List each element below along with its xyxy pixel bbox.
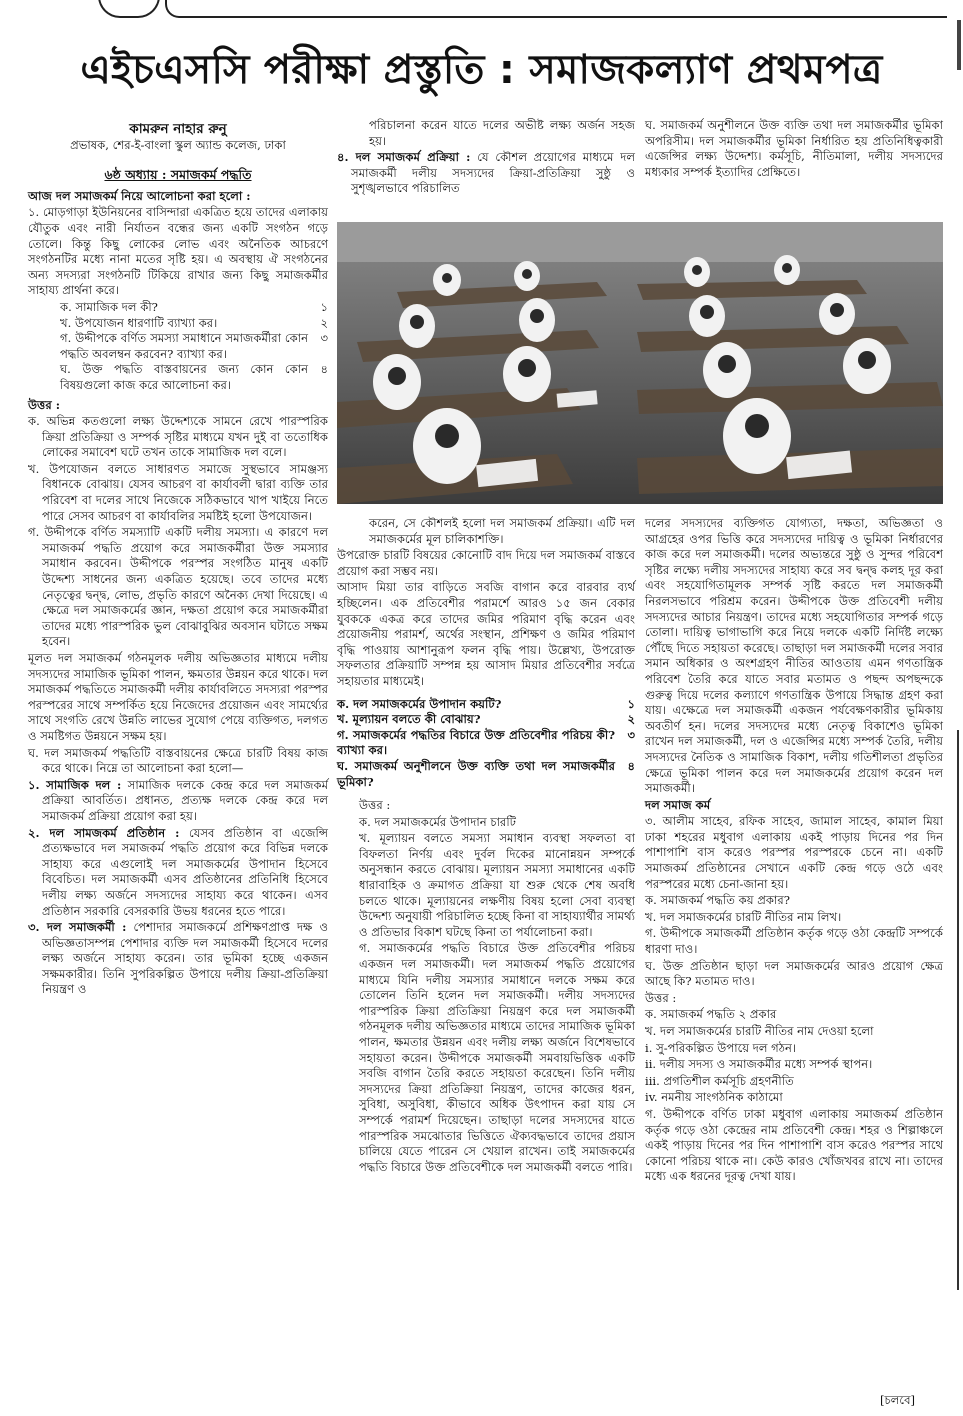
answer-1-ga: গ. উদ্দীপকে বর্ণিত সমস্যাটি একটি দলীয় সমস্যা। এ কারণে দল সমাজকর্ম পদ্ধতি প্রয়োগ করে সমাজকর্মীরা উক্ত সমস্যার সমাধান করবেন। উদ্দীপকে পরস্পর সংগঠিত মানুষ একটি উদ্দেশ্য সাধনের জন্য একত্রিত হয়েছে। তবে তাদের মধ্যে নেতৃত্বের দ্বন্দ্ব, লোভ, প্রভৃতি কারণে অনৈক্য দেখা দিয়েছে। এ ক্ষেত্রে দল সমাজকর্মের জ্ঞান, দক্ষতা প্রয়োগ করে সমাজকর্মীরা তাদের মধ্যে পারস্পরিক ভুল বোঝাবুঝির অবসান ঘটাতে সক্ষম হবেন। [28, 525, 328, 649]
answer-2-ka: ক. দল সমাজকর্মের উপাদান চারটি [359, 814, 516, 829]
author-name: কামরুন নাহার রুনু [129, 121, 227, 137]
question-3-stem: ৩. আলীম সাহেব, রফিক সাহেব, জামাল সাহেব, কামাল মিয়া ঢাকা শহরের মধুবাগ এলাকায় একই পাড়ায় দিনের পর দিন পাশাপাশি বাস করেও পরস্পর পরস্পরকে চেনে না। একটি সমাজকর্ম প্রতিষ্ঠানের সেখানে একটি কেন্দ্র গড়ে ওঠে এবং পরস্পরের মধ্যে চেনা-জানা হয়। [645, 814, 943, 891]
intro-line: আজ দল সমাজকর্ম নিয়ে আলোচনা করা হলো : [28, 188, 251, 203]
question-2-part: ঘ. সমাজকর্ম অনুশীলনে উক্ত ব্যক্তি তথা দল সমাজকর্মীর ভূমিকা? ৪ [337, 758, 635, 789]
edge-rule [957, 730, 959, 1290]
chapter-title: ৬ষ্ঠ অধ্যায় : সমাজকর্ম পদ্ধতি [104, 167, 252, 183]
element-3-cont: পরিচালনা করেন যাতে দলের অভীষ্ট লক্ষ্য অর্জন সহজ হয়। [369, 118, 635, 148]
answer-1-kha: খ. উপযোজন বলতে সাধারণত সমাজে সুস্থভাবে সামঞ্জস্য বিধানকে বোঝায়। যেসব আচরণ বা কার্যাবলী দ্বারা ব্যক্তি তার পরিবেশ বা দলের সাথে নিজেকে সঠিকভাবে খাপ খাইয়ে নিতে পারে সেসব আচরণ বা কার্যাবলির সমষ্টিই হলো উপযোজন। [28, 461, 328, 523]
answer-2-gha-cont: দলের সদস্যদের ব্যক্তিগত যোগ্যতা, দক্ষতা, অভিজ্ঞতা ও আগ্রহের ওপর ভিত্তি করে সদস্যদের দায়িত্ব ও ভূমিকা নির্ধারণের কাজ করে দল সমাজকর্মী। দলের অভ্যন্তরে সুষ্ঠু ও সুন্দর পরিবেশ সৃষ্টির লক্ষ্যে দলীয় সদস্যদের সাহায্য করে সব দ্বন্দ্ব কলহ দূর করা এবং সহযোগিতামূলক সম্পর্ক সৃষ্টি করতে দল সমাজকর্মী নিরলসভাবে পরিশ্রম করেন। উদ্দীপকে উক্ত প্রতিবেশী দলীয় সদস্যদের আচার নিয়ন্ত্রণ। তাদের মধ্যে সহযোগিতার সম্পর্ক গড়ে তোলা। দায়িত্ব ভাগাভাগি করে নিয়ে দলকে একটি নির্দিষ্ট লক্ষ্যে পৌঁছে দিতে সহায়তা করেছে। তাছাড়া দল সমাজকর্মী দলের সবার সমান অধিকার ও অংশগ্রহণ নীতির আওতায় এমন গণতান্ত্রিক পরিবেশ তৈরি করে যাতে সবার মতামত ও পছন্দ অপছন্দকে গুরুত্ব দিয়ে দলের কল্যাণে গণতান্ত্রিক উপায়ে সিদ্ধান্ত গ্রহণ করা যায়। এক্ষেত্রে দল সমাজকর্মী একজন পর্যবেক্ষণকারীর ভূমিকায় অবতীর্ণ হন। দলের সদস্যদের মধ্যে নেতৃত্ব বিকাশেও ভূমিকা রাখেন দল সমাজকর্মী, দল ও এজেন্সির মধ্যে সম্পর্ক তৈরি, দলীয় সদস্যদের নৈতিক ও সামাজিক বিকাশ, দলীয় গতিশীলতা প্রভৃতির ক্ষেত্রে ভূমিকা পালন করে দল সমাজকর্মের প্রয়োগ করেন দল সমাজকর্মী। [645, 516, 943, 796]
question-2-stem: আসাদ মিয়া তার বাড়িতে সবজি বাগান করে বারবার ব্যর্থ হচ্ছিলেন। এক প্রতিবেশীর পরামর্শে আরও ১৫ জন বেকার যুবককে একত্র করে তাদের জমির পরিমাণ বৃদ্ধি করেন এবং প্রয়োজনীয় পরামর্শ, অর্থের সংস্থান, প্রশিক্ষণ ও জমির পরিমাণ বৃদ্ধি পাওয়ায় আশানুরূপ ফলন বৃদ্ধি পায়। উল্লেখ্য, উপরোক্ত সফলতার প্রক্রিয়াটি সম্পন্ন হয় আসাদ মিয়ার প্রতিবেশীর সর্বত্রে সহায়তার মাধ্যমেই। [337, 580, 635, 688]
answer-3-ga: গ. উদ্দীপকে বর্ণিত ঢাকা মধুবাগ এলাকায় সমাজকর্ম প্রতিষ্ঠান কর্তৃক গড়ে ওঠা কেন্দ্রের নাম প্রতিবেশী কেন্দ্র। শহর ও শিল্পাঞ্চলে একই পাড়ায় দিনের পর দিন পাশাপাশি বাস করেও পরস্পর সাথে কোনো পরিচয় থাকে না। কেউ কারও খোঁজখবর রাখে না। তাদের মধ্যে এক ধরনের দূরত্ব দেখা যায়। [645, 1106, 943, 1184]
headline: এইচএসসি পরীক্ষা প্রস্তুতি : সমাজকল্যাণ প্রথমপত্র [80, 47, 883, 93]
question-3-part: গ. উদ্দীপকে সমাজকর্মী প্রতিষ্ঠান কর্তৃক গড়ে ওঠা কেন্দ্রটি সম্পর্কে ধারণা দাও। [645, 926, 943, 957]
principle-item: iii. প্রগতিশীল কর্মসূচি গ্রহণনীতি [645, 1073, 794, 1088]
column-3-top [645, 118, 943, 181]
question-1-part: খ. উপযোজন ধারণাটি ব্যাখ্যা কর। ২ [60, 315, 328, 330]
element-3: ৩. দল সমাজকর্মী : পেশাদার সমাজকর্মে প্রশিক্ষণপ্রাপ্ত দক্ষ ও অভিজ্ঞতাসম্পন্ন পেশাদার ব্যক্তি দল সমাজকর্মী হিসেবে দলের লক্ষ্য অর্জনে সাহায্য করেন। তার ভূমিকা হচ্ছে একজন সক্ষমকারীর। তিনি সুপরিকল্পিত উপায়ে দলীয় ক্রিয়া-প্রতিক্রিয়া নিয়ন্ত্রণ ও [28, 920, 329, 997]
exam-hall-illustration [337, 222, 943, 504]
answer-3-kha: খ. দল সমাজকর্মের চারটি নীতির নাম দেওয়া হলো [645, 1024, 874, 1038]
summary-line: উপরোক্ত চারটি বিষয়ের কোনোটি বাদ দিয়ে দল সমাজকর্ম বাস্তবে প্রয়োগ করা সম্ভব নয়। [337, 548, 635, 578]
question-2-part: গ. সমাজকর্মের পদ্ধতির বিচারে উক্ত প্রতিবেশীর পরিচয় কী? ব্যাখ্যা কর। ৩ [337, 727, 635, 758]
answer-label-2: উত্তর : [359, 798, 391, 813]
question-2-part: ক. দল সমাজকর্মের উপাদান কয়টি? ১ [337, 696, 635, 711]
question-1-part: গ. উদ্দীপকে বর্ণিত সমস্যা সমাধানে সমাজকর্মীরা কোন পদ্ধতি অবলম্বন করবেন? ব্যাখ্যা কর। ৩ [60, 331, 328, 361]
answer-label-3: উত্তর : [645, 990, 677, 1005]
principle-item: ii. দলীয় সদস্য ও সমাজকর্মীর মধ্যে সম্পর্ক স্থাপন। [645, 1057, 873, 1072]
principle-item: i. সু-পরিকল্পিত উপায়ে দল গঠন। [645, 1040, 797, 1055]
question-2-part: খ. মূল্যায়ন বলতে কী বোঝায়? ২ [337, 712, 635, 727]
element-4-cont: করেন, সে কৌশলই হলো দল সমাজকর্ম প্রক্রিয়া। এটি দল সমাজকর্মের মূল চালিকাশক্তি। [369, 516, 635, 546]
element-4: ৪. দল সমাজকর্ম প্রক্রিয়া : যে কৌশল প্রয়োগের মাধ্যমে দল সমাজকর্মী দলীয় সদস্যদের ক্রিয়া-প্রতিক্রিয়া সুষ্ঠু ও সুশৃঙ্খলভাবে পরিচালিত [337, 150, 635, 196]
column-1 [28, 120, 328, 999]
page-header-ornament [0, 0, 963, 22]
answer-label: উত্তর : [28, 397, 61, 412]
column-2-bottom [337, 516, 635, 1176]
answer-3-ka: ক. সমাজকর্ম পদ্ধতি ২ প্রকার [645, 1007, 777, 1022]
answer-1-ga-cont: মূলত দল সমাজকর্ম গঠনমূলক দলীয় অভিজ্ঞতার মাধ্যমে দলীয় সদস্যদের সামাজিক ভূমিকা পালন, ক্ষমতার উন্নয়ন করে থাকে। দল সমাজকর্ম পদ্ধতিতে সমাজকর্মী দলীয় কার্যাবলিতে সদস্যরা পরস্পর পরস্পরের সাথে সম্পর্কিত হয়ে নিজেদের প্রয়োজন এবং সামর্থ্যের সাথে সংগতি রেখে উন্নতি লাভের সুযোগ পেয়ে ব্যক্তিগত, দলগত ও সমষ্টিগত উন্নয়নে সক্ষম হয়। [28, 651, 328, 743]
element-1: ১. সামাজিক দল : সামাজিক দলকে কেন্দ্র করে দল সমাজকর্ম প্রক্রিয়া আবর্তিত। প্রধানত, প্রত্যক্ষ দলকে কেন্দ্র করে দল সমাজকর্ম প্রক্রিয়া প্রয়োগ করা হয়। [28, 777, 329, 823]
principle-item: iv. নমনীয় সাংগঠনিক কাঠামো [645, 1090, 783, 1105]
answer-2-kha: খ. মূল্যায়ন বলতে সমস্যা সমাধান ব্যবস্থা সফলতা বা বিফলতা নির্ণয় এবং দুর্বল দিকের মানোন্নয়ন সম্পর্কে অনুসন্ধান করতে বোঝায়। মূল্যায়ন সমস্যা সমাধানের একটি ধারাবাহিক ও ক্রমাগত প্রক্রিয়া যা শুরু থেকে শেষ অবধি চলতে থাকে। মূল্যায়নের লক্ষণীয় বিষয় হলো সেবা ব্যবস্থা উদ্দেশ্য অনুযায়ী পরিচালিত হচ্ছে কিনা বা সাহায্যার্থীর সামর্থ্য ও প্রতিভার বিকাশ ঘটছে কিনা তা পর্যালোচনা করা। [359, 831, 635, 939]
answer-1-gha: ঘ. দল সমাজকর্ম পদ্ধতিটি বাস্তবায়নের ক্ষেত্রে চারটি বিষয় কাজ করে থাকে। নিম্নে তা আলোচনা করা হলো— [28, 745, 328, 776]
section-title: দল সমাজ কর্ম [645, 797, 711, 812]
column-3-bottom [645, 516, 943, 1186]
question-1-part: ক. সামাজিক দল কী? ১ [60, 299, 328, 314]
answer-2-gha-start: ঘ. সমাজকর্ম অনুশীলনে উক্ত ব্যক্তি তথা দল সমাজকর্মীর ভূমিকা অপরিসীম। দল সমাজকর্মীর ভূমিকা নির্ধারিত হয় প্রতিনিধিত্বকারী এজেন্সির লক্ষ্য উদ্দেশ্য। কর্মসূচি, নীতিমালা, দলীয় সদস্যদের মধ্যকার সম্পর্ক ইত্যাদির প্রেক্ষিতে। [645, 118, 943, 179]
column-2-top [337, 118, 635, 198]
question-3-part: ঘ. উক্ত প্রতিষ্ঠান ছাড়া দল সমাজকর্মের আরও প্রয়োগ ক্ষেত্র আছে কি? মতামত দাও। [645, 958, 943, 989]
answer-2-ga: গ. সমাজকর্মের পদ্ধতি বিচারে উক্ত প্রতিবেশীর পরিচয় একজন দল সমাজকর্মী। দল সমাজকর্ম পদ্ধতি প্রয়োগের মাধ্যমে যিনি দলীয় সমস্যার সমাধানে দলকে সক্ষম করে তোলেন তিনি হলেন দল সমাজকর্মী। দলীয় সদস্যদের পারস্পরিক ক্রিয়া প্রতিক্রিয়া নিয়ন্ত্রণ করে দল সমাজকর্মী গঠনমূলক দলীয় অভিজ্ঞতার মাধ্যমে তাদের সামাজিক ভূমিকা পালন, ক্ষমতার উন্নয়ন এবং দলীয় লক্ষ্য অর্জনে বিশেষভাবে সহায়তা করেন। উদ্দীপকে সমাজকর্মী সমবায়ভিত্তিক একটি সবজি বাগান তৈরি করতে সহায়তা করেছেন। তিনি দলীয় সদস্যদের ক্রিয়া প্রতিক্রিয়া নিয়ন্ত্রণ, তাদের কাজের ধরন, সুবিধা, অসুবিধা, কীভাবে অধিক উৎপাদন করা যায় সে সম্পর্কে পরামর্শ দিয়েছেন। তাছাড়া দলের সদস্যদের যাতে পারস্পরিক সমঝোতার ভিত্তিতে ঐক্যবদ্ধভাবে তাদের প্রয়াস চালিয়ে যেতে পারেন সে খেয়াল রাখেন। তাই সমাজকর্মের পদ্ধতি বিচারে উক্ত প্রতিবেশীকে দল সমাজকর্মী বলতে পারি। [359, 941, 635, 1174]
edge-mark [957, 20, 961, 70]
element-2: ২. দল সামজকর্ম প্রতিষ্ঠান : যেসব প্রতিষ্ঠান বা এজেন্সি প্রত্যক্ষভাবে দল সমাজকর্ম পদ্ধতি প্রয়োগ করে বিভিন্ন দলকে সাহায্য করে এগুলোই দল সমাজকর্মের উপাদান হিসেবে বিবেচিত। দল সমাজকর্মী এসব প্রতিষ্ঠানের প্রতিনিধি হিসেবে দলীয় লক্ষ্য অর্জনে সদস্যদের সাহায্য করে থাকেন। এসব প্রতিষ্ঠান সরকারি বেসরকারি উভয় ধরনের হতে পারে। [28, 825, 328, 918]
question-1-stem: ১. মোড়গাড়া ইউনিয়নের বাসিন্দারা একত্রিত হয়ে তাদের এলাকায় যৌতুক এবং নারী নির্যাতন বন্ধের জন্য একটি সংগঠন গড়ে তোলে। কিন্তু কিছু লোকের লোভ এবং অনৈতিক আচরণে সংগঠনটির মধ্যে নানা মতের সৃষ্টি হয়। এ অবস্থায় ঐ সংগঠনের অন্য সদস্যরা সংগঠনটি টিকিয়ে রাখার জন্য কিছু সমাজকর্মীর সাহায্য প্রার্থনা করে। [28, 205, 328, 298]
question-3-part: খ. দল সমাজকর্মের চারটি নীতির নাম লিখ। [645, 909, 842, 924]
answer-1-ka: ক. অভিন্ন কতগুলো লক্ষ্য উদ্দেশ্যকে সামনে রেখে পারস্পরিক ক্রিয়া প্রতিক্রিয়া ও সম্পর্ক সৃষ্টির মাধ্যমে যখন দুই বা ততোধিক লোকের সমাবেশ ঘটে তখন তাকে সামাজিক দল বলে। [28, 414, 328, 460]
author-affiliation: প্রভাষক, শের-ই-বাংলা স্কুল অ্যান্ড কলেজ, ঢাকা [70, 137, 286, 152]
header-rule [165, 0, 947, 18]
exam-hall-photo [337, 222, 943, 504]
page-tab-ornament [98, 0, 160, 18]
continued-marker: [চলবে] [880, 1393, 916, 1407]
question-3-part: ক. সমাজকর্ম পদ্ধতি কয় প্রকার? [645, 893, 790, 908]
question-1-part: ঘ. উক্ত পদ্ধতি বাস্তবায়নের জন্য কোন কোন বিষয়গুলো কাজ করে আলোচনা কর। ৪ [60, 362, 328, 392]
